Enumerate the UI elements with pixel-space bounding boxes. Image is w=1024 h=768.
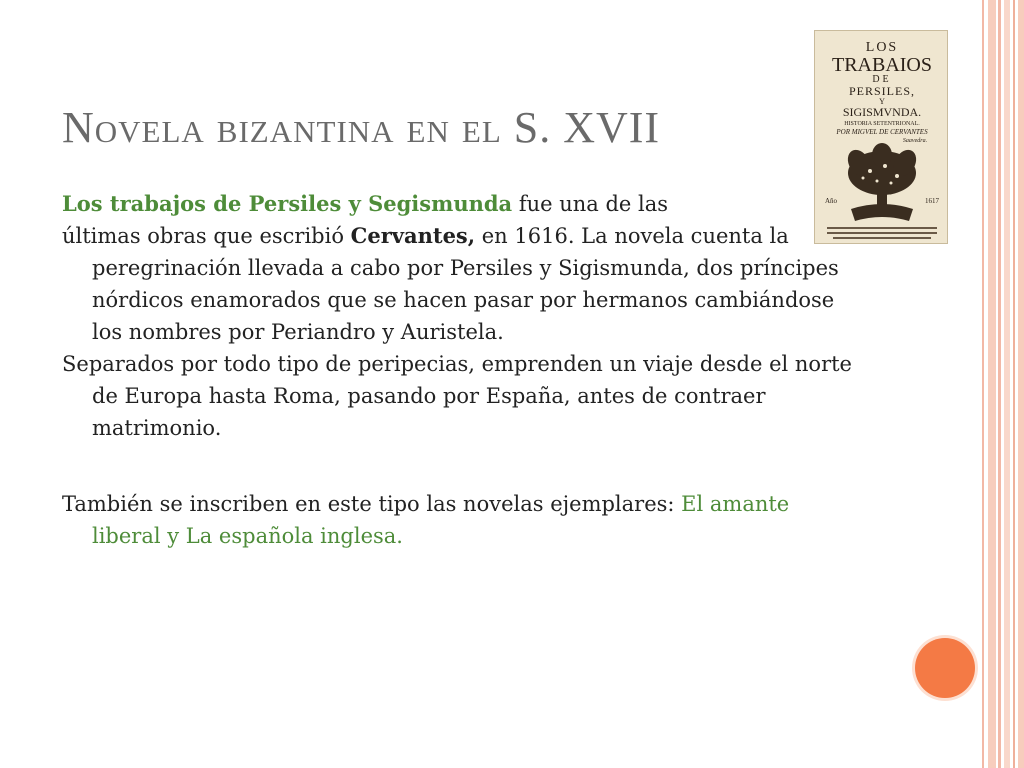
cover-line-4: PERSILES, <box>848 84 916 98</box>
decor-orange-circle <box>915 638 975 698</box>
cover-line-7: HISTORIA SETENTRIONAL. <box>844 121 920 127</box>
decor-stripe <box>1013 0 1015 768</box>
cover-line-9: Saavedra. <box>902 138 928 144</box>
paragraph-text: fue una de las <box>512 192 669 216</box>
slide-title: Novela bizantina en el S. XVII <box>62 103 661 152</box>
cover-line-5: Y <box>879 97 885 106</box>
paragraph-spacer <box>62 444 852 488</box>
cover-emblem-icon <box>843 143 920 221</box>
book-title-highlight: Los trabajos de Persiles y Segismunda <box>62 191 513 216</box>
slide-body <box>62 188 852 552</box>
novels-highlight: El amante liberal y La española inglesa. <box>92 492 790 548</box>
cover-line-8: POR MIGVEL DE CERVANTES <box>836 128 928 136</box>
paragraph-persiles <box>62 188 852 220</box>
cover-year-right: 1617 <box>925 197 939 205</box>
cover-line-6: SIGISMVNDA. <box>842 105 922 119</box>
paragraph-persiles-cont <box>62 220 852 348</box>
cover-year-left: Año <box>825 197 838 205</box>
paragraph-journey: Separados por todo tipo de peripecias, emprenden un viaje desde el norte de Europa hasta Roma, pasando por España, antes de contraer matrimonio. <box>62 352 852 440</box>
paragraph-text: También se inscriben en este tipo las novelas ejemplares: <box>62 492 682 516</box>
cover-line-1: LOS <box>865 40 899 55</box>
paragraph-text: en 1616. La novela cuenta la peregrinación llevada a cabo por Persiles y Sigismunda, dos príncipes nórdicos enamorados que se hacen pasar por hermanos cambiándose los nombres por Periandro y Auristela. <box>92 224 839 344</box>
cover-line-2: TRABAIOS <box>831 54 933 76</box>
cover-line-3: DE <box>872 74 892 85</box>
paragraph-ejemplares <box>62 488 852 552</box>
decor-stripe <box>1004 0 1010 768</box>
decor-stripe <box>982 0 984 768</box>
decor-stripe <box>998 0 1001 768</box>
decor-stripe <box>1018 0 1024 768</box>
decor-stripe <box>988 0 996 768</box>
paragraph-text: últimas obras que escribió <box>62 224 351 248</box>
author-name: Cervantes, <box>350 223 476 248</box>
